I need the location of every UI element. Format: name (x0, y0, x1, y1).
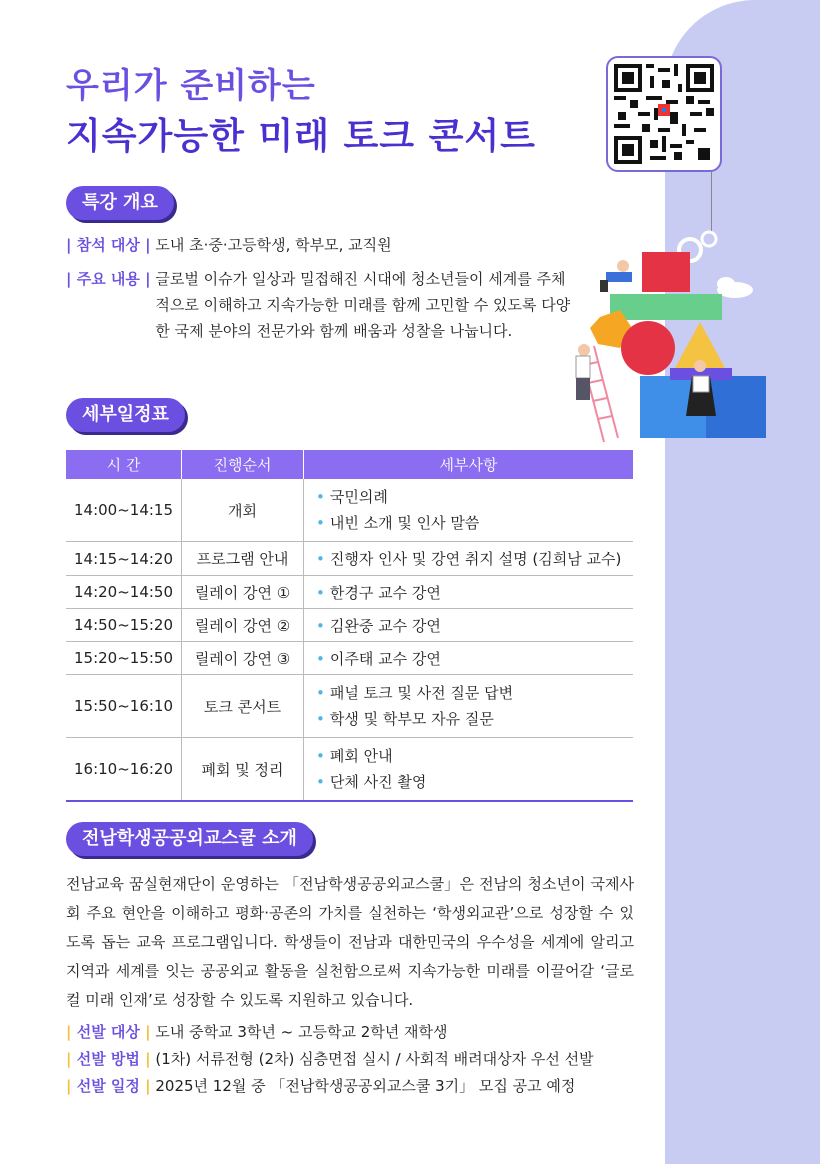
header-order: 진행순서 (182, 450, 304, 479)
cloud-icon (717, 277, 753, 298)
detail-text: 국민의례 (329, 488, 388, 506)
schedule-table (66, 450, 633, 802)
section-heading-overview: 특강 개요 (66, 186, 174, 220)
cell-order: 릴레이 강연 ② (182, 609, 304, 642)
side-decor-panel (665, 0, 820, 1164)
cell-time: 15:20~15:50 (66, 642, 182, 675)
selection-label: | 선발 일정 | (66, 1073, 151, 1099)
detail-text: 학생 및 학부모 자유 질문 (329, 710, 494, 728)
cell-time: 14:20~14:50 (66, 576, 182, 609)
bullet-icon: • (316, 488, 325, 506)
table-row (66, 609, 633, 642)
detail-text: 진행자 인사 및 강연 취지 설명 (김희남 교수) (329, 550, 622, 568)
detail-text: 한경구 교수 강연 (329, 583, 441, 602)
cell-time: 14:15~14:20 (66, 542, 182, 576)
cell-order: 릴레이 강연 ③ (182, 642, 304, 675)
table-row (66, 479, 633, 542)
school-intro-paragraph: 전남교육 꿈실현재단이 운영하는 「전남학생공공외교스쿨」은 전남의 청소년이 국제사회 주요 현안을 이해하고 평화·공존의 가치를 실천하는 ‘학생외교관’으로 성장할 수 있도록 돕는 교육 프로그램입니다. 학생들이 전남과 대한민국의 우수성을 세계에 알리고 지역과 세계를 잇는 공공외교 활동을 실천함으로써 지속가능한 미래를 이끌어갈 ‘글로컬 미래 인재’로 성장할 수 있도록 지원하고 있습니다. (66, 875, 634, 1009)
overview-target (66, 232, 392, 258)
cell-time: 15:50~16:10 (66, 675, 182, 738)
detail-text: 김완중 교수 강연 (329, 616, 441, 635)
table-header-row (66, 450, 633, 479)
cell-detail (304, 542, 633, 576)
cell-detail (304, 738, 633, 802)
cell-order: 토크 콘서트 (182, 675, 304, 738)
bullet-icon: • (316, 616, 325, 635)
header-detail: 세부사항 (304, 450, 633, 479)
detail-text: 패널 토크 및 사전 질문 답변 (329, 684, 514, 702)
cell-time: 14:00~14:15 (66, 479, 182, 542)
bullet-icon: • (316, 747, 325, 765)
cell-order: 폐회 및 정리 (182, 738, 304, 802)
content-label: | 주요 내용 | (66, 266, 151, 292)
detail-text: 단체 사진 촬영 (329, 773, 427, 791)
selection-text: 2025년 12월 중 「전남학생공공외교스쿨 3기」 모집 공고 예정 (155, 1077, 576, 1095)
selection-label: | 선발 방법 | (66, 1046, 151, 1072)
selection-method (66, 1046, 594, 1072)
cell-detail (304, 675, 633, 738)
qr-code-icon[interactable] (606, 56, 722, 172)
bullet-icon: • (316, 710, 325, 728)
cell-detail (304, 479, 633, 542)
detail-text: 내빈 소개 및 인사 말씀 (329, 514, 480, 532)
target-text: 도내 초·중·고등학생, 학부모, 교직원 (155, 236, 392, 254)
cell-time: 16:10~16:20 (66, 738, 182, 802)
cell-detail (304, 609, 633, 642)
bullet-icon: • (316, 514, 325, 532)
selection-target (66, 1019, 447, 1045)
table-row (66, 542, 633, 576)
header-time: 시 간 (66, 450, 182, 479)
overview-content (66, 266, 576, 344)
cell-detail (304, 642, 633, 675)
cell-order: 개회 (182, 479, 304, 542)
bullet-icon: • (316, 684, 325, 702)
detail-text: 이주태 교수 강연 (329, 649, 441, 668)
selection-label: | 선발 대상 | (66, 1019, 151, 1045)
target-label: | 참석 대상 | (66, 232, 151, 258)
table-row (66, 642, 633, 675)
cell-time: 14:50~15:20 (66, 609, 182, 642)
content-text: 글로벌 이슈가 일상과 밀접해진 시대에 청소년들이 세계를 주체적으로 이해하고 지속가능한 미래를 함께 고민할 수 있도록 다양한 국제 분야의 전문가와 함께 배움과 성찰을 나눕니다. (155, 270, 571, 340)
people-blocks-illustration (540, 220, 770, 460)
page-title: 지속가능한 미래 토크 콘서트 (66, 116, 536, 157)
section-heading-school: 전남학생공공외교스쿨 소개 (66, 822, 313, 856)
section-heading-schedule: 세부일정표 (66, 398, 185, 432)
bullet-icon: • (316, 773, 325, 791)
selection-text: 도내 중학교 3학년 ~ 고등학교 2학년 재학생 (155, 1023, 448, 1041)
table-row (66, 738, 633, 802)
table-row (66, 576, 633, 609)
bullet-icon: • (316, 550, 325, 568)
detail-text: 폐회 안내 (329, 747, 393, 765)
bullet-icon: • (316, 583, 325, 602)
cell-order: 프로그램 안내 (182, 542, 304, 576)
selection-schedule (66, 1073, 575, 1099)
selection-text: (1차) 서류전형 (2차) 심층면접 실시 / 사회적 배려대상자 우선 선발 (155, 1050, 594, 1068)
title-line1: 우리가 준비하는 (66, 66, 316, 106)
bullet-icon: • (316, 649, 325, 668)
table-row (66, 675, 633, 738)
cell-order: 릴레이 강연 ① (182, 576, 304, 609)
cell-detail (304, 576, 633, 609)
